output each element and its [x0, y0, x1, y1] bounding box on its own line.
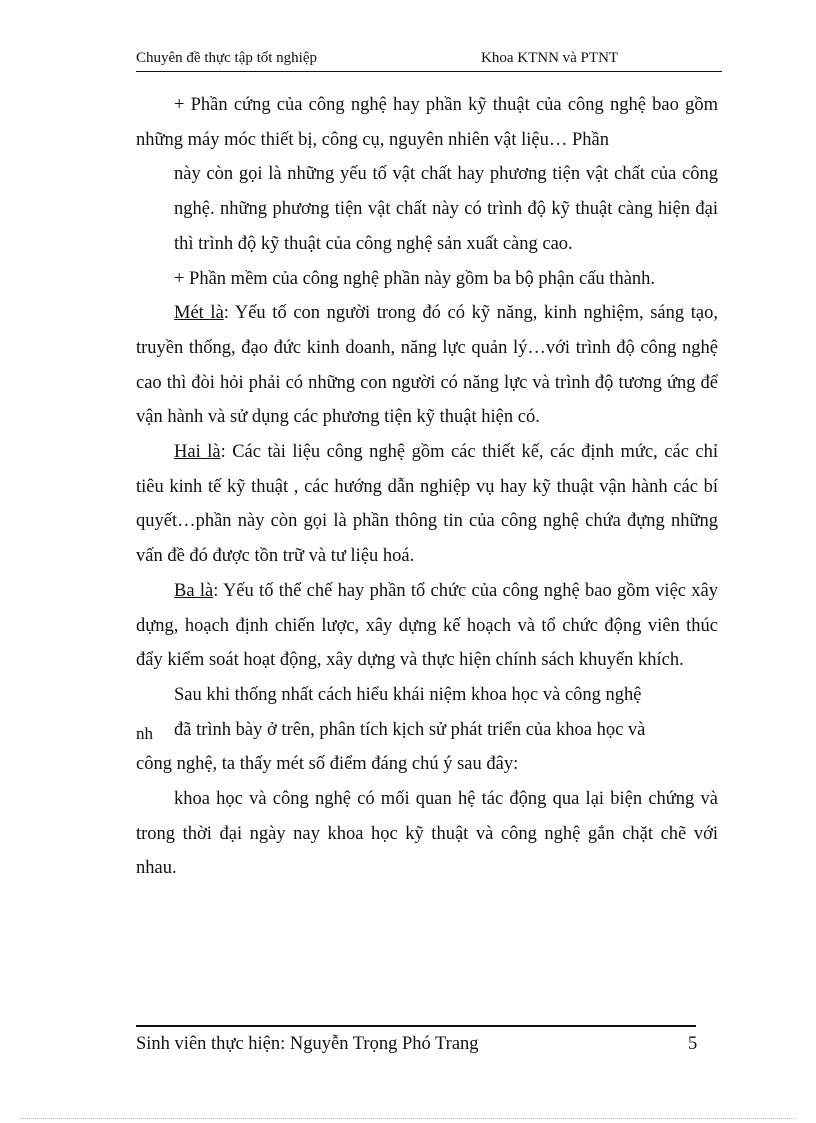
paragraph-summary-line3: công nghệ, ta thấy mét số điểm đáng chú ý sau đây: [136, 754, 519, 775]
header-document-title: Chuyên đề thực tập tốt nghiệp [136, 50, 318, 66]
paragraph-science-technology: khoa học và công nghệ có mối quan hệ tác động qua lại biện chứng và trong thời đại ngày nay khoa học kỹ thuật và công nghệ gắn chặt chẽ với nhau. [136, 789, 718, 879]
paragraph-hardware-continued: này còn gọi là những yếu tố vật chất hay phương tiện vật chất của công nghệ. những phương tiện vật chất này có trình độ kỹ thuật càng hiện đại thì trình độ kỹ thuật của công nghệ sản xuất càng cao. [174, 164, 718, 254]
page-number: 5 [688, 1034, 698, 1054]
second-component-label: Hai là [174, 442, 221, 463]
stray-text-marker: nh [136, 723, 153, 743]
page-edge-dotted-line [20, 1118, 796, 1119]
second-component-text: : Các tài liệu công nghệ gồm các thiết kế, các định mức, các chỉ tiêu kinh tế kỹ thuật , các hướng dẫn nghiệp vụ hay kỹ thuật vận hành các bí quyết…phần này còn gọi là phần thông tin của công nghệ chứa đựng những vấn đề đó được tồn trữ và tư liệu hoá. [136, 442, 719, 567]
third-component-label: Ba là [174, 580, 214, 601]
footer-divider [136, 1025, 696, 1027]
paragraph-summary-line1: Sau khi thống nhất cách hiểu khái niệm khoa học và công nghệ [174, 684, 642, 705]
paragraph-summary-line2 [136, 713, 718, 748]
third-component-text: : Yếu tố thể chế hay phần tổ chức của công nghệ bao gồm việc xây dựng, hoạch định chiến lược, xây dựng kế hoạch và tổ chức động viên thúc đẩy kiểm soát hoạt động, xây dựng và thực hiện chính sách khuyến khích. [136, 580, 719, 671]
paragraph-first-component [136, 296, 718, 435]
paragraph-hardware: + Phần cứng của công nghệ hay phần kỹ thuật của công nghệ bao gồm những máy móc thiết bị, công cụ, nguyên nhiên vật liệu… Phần [136, 95, 718, 150]
paragraph-software: + Phần mềm của công nghệ phần này gồm ba bộ phận cấu thành. [174, 268, 656, 289]
header-department: Khoa KTNN và PTNT [481, 50, 619, 66]
paragraph-third-component [136, 574, 718, 678]
first-component-label: Mét là [174, 303, 224, 324]
page-header [136, 49, 722, 72]
summary-line2-text: đã trình bày ở trên, phân tích kịch sử phát triển của khoa học và [174, 719, 646, 740]
footer-student-name: Sinh viên thực hiện: Nguyễn Trọng Phó Trang [136, 1034, 479, 1054]
document-body [136, 88, 718, 886]
paragraph-second-component [136, 435, 718, 574]
first-component-text: : Yếu tố con người trong đó có kỹ năng, kinh nghiệm, sáng tạo, truyền thống, đạo đức kinh doanh, năng lực quản lý…với trình độ công nghệ cao thì đòi hỏi phải có những con người có năng lực và trình độ tương ứng để vận hành và sử dụng các phương tiện kỹ thuật hiện có. [136, 303, 718, 428]
